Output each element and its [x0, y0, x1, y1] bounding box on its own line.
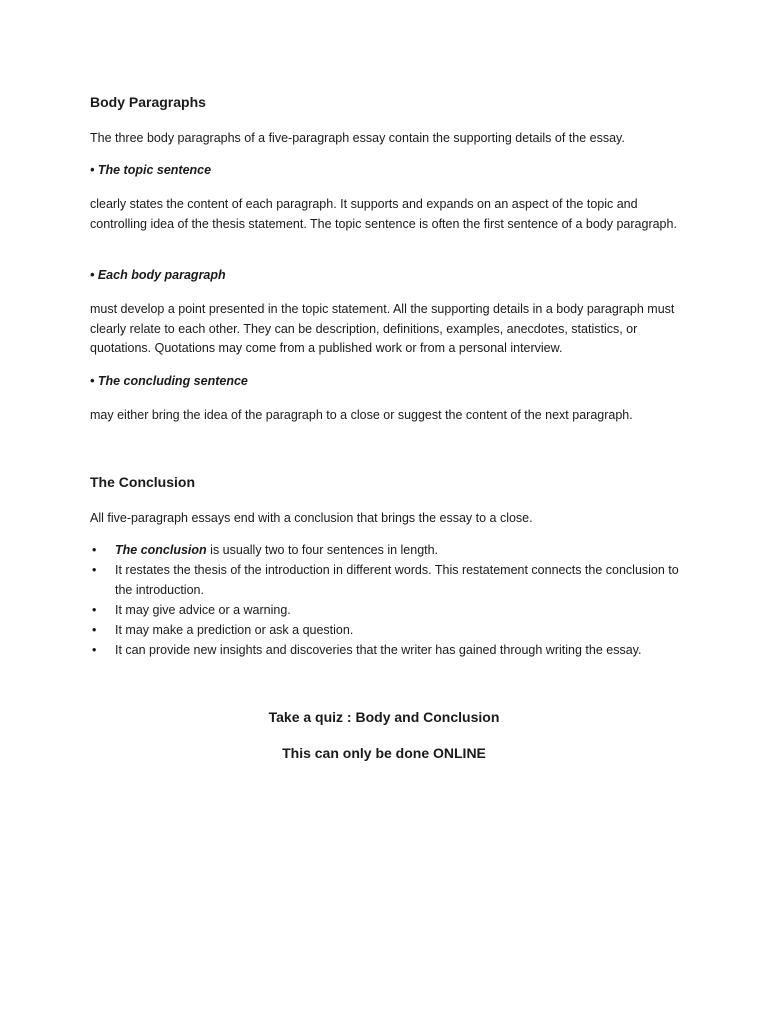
list-item	[90, 600, 690, 620]
bullet-icon: •	[92, 543, 97, 557]
list-item-text: It can provide new insights and discoveries that the writer has gained through writing the essay.	[115, 643, 642, 657]
bullet-icon: •	[92, 563, 97, 577]
concluding-sentence-label: • The concluding sentence	[90, 374, 248, 388]
list-item-emphasis: The conclusion	[115, 543, 207, 557]
online-note: This can only be done ONLINE	[282, 745, 486, 761]
list-item-text: It may make a prediction or ask a question.	[115, 623, 354, 637]
list-item	[90, 560, 690, 600]
quiz-title: Take a quiz : Body and Conclusion	[268, 709, 500, 725]
conclusion-bullet-list	[90, 540, 690, 660]
bullet-icon: •	[92, 603, 97, 617]
body-paragraphs-heading: Body Paragraphs	[90, 94, 206, 110]
topic-sentence-text: clearly states the content of each paragraph. It supports and expands on an aspect of the topic and controlling idea of the thesis statement. The topic sentence is often the first sentence of a body paragraph.	[90, 197, 677, 231]
concluding-sentence-text: may either bring the idea of the paragraph to a close or suggest the content of the next paragraph.	[90, 408, 633, 422]
topic-sentence-label: • The topic sentence	[90, 163, 212, 177]
each-body-paragraph-label: • Each body paragraph	[90, 268, 226, 282]
each-body-paragraph-text: must develop a point presented in the topic statement. All the supporting details in a body paragraph must clearly relate to each other. They can be description, definitions, examples, anecdotes, statistics, or quotations. Quotations may come from a published work or from a personal interview.	[90, 302, 675, 355]
list-item-text: It restates the thesis of the introduction in different words. This restatement connects the conclusion to the introduction.	[115, 563, 679, 597]
body-intro-text: The three body paragraphs of a five-paragraph essay contain the supporting details of the essay.	[90, 131, 625, 145]
conclusion-heading: The Conclusion	[90, 474, 195, 490]
list-item-text: It may give advice or a warning.	[115, 603, 291, 617]
list-item	[90, 620, 690, 640]
list-item-text: is usually two to four sentences in length.	[206, 543, 439, 557]
bullet-icon: •	[92, 623, 97, 637]
bullet-icon: •	[92, 643, 97, 657]
list-item	[90, 540, 690, 560]
list-item	[90, 640, 690, 660]
conclusion-intro-text: All five-paragraph essays end with a conclusion that brings the essay to a close.	[90, 511, 533, 525]
